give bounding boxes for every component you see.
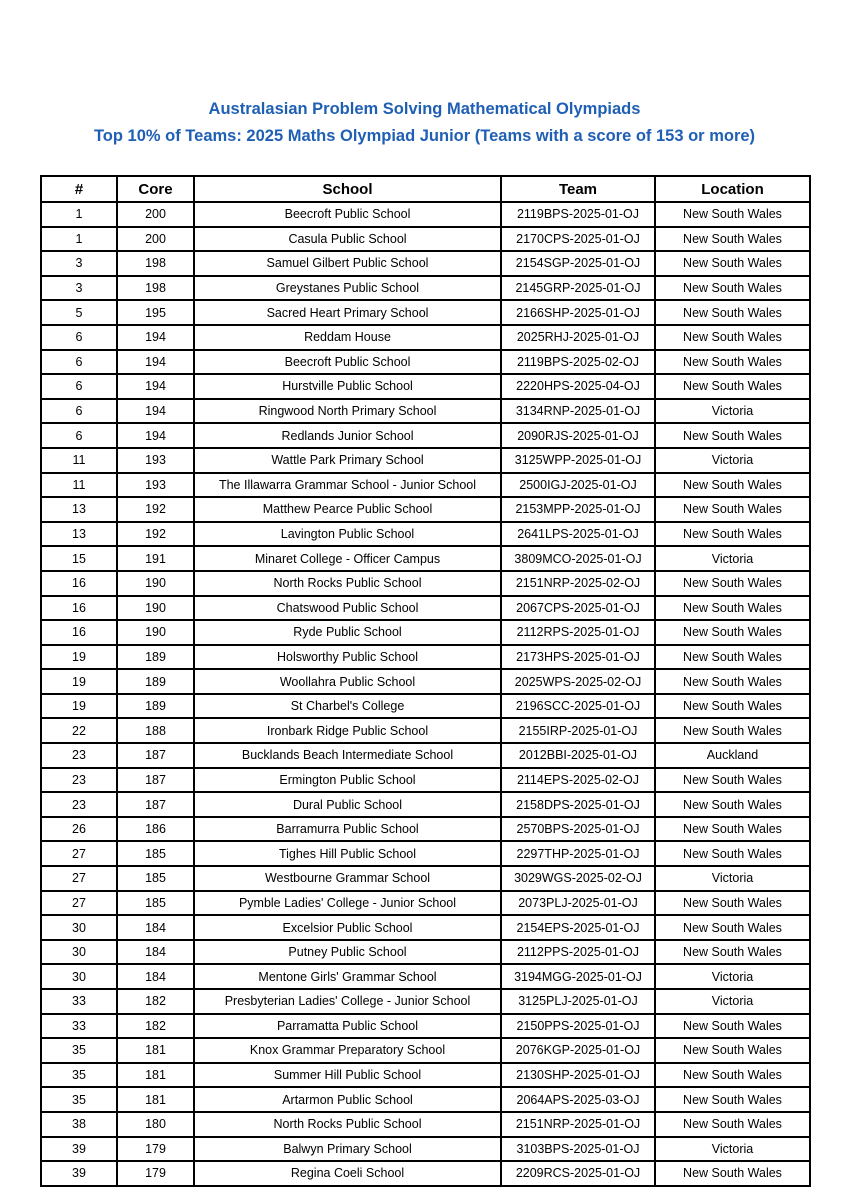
table-row bbox=[41, 841, 810, 866]
rank-cell: 33 bbox=[41, 1014, 117, 1039]
table-row bbox=[41, 817, 810, 842]
team-cell: 2220HPS-2025-04-OJ bbox=[501, 374, 655, 399]
school-cell: Woollahra Public School bbox=[194, 669, 501, 694]
table-row bbox=[41, 202, 810, 227]
school-cell: Beecroft Public School bbox=[194, 350, 501, 375]
school-cell: The Illawarra Grammar School - Junior School bbox=[194, 473, 501, 498]
school-cell: Mentone Girls' Grammar School bbox=[194, 964, 501, 989]
table-row bbox=[41, 546, 810, 571]
location-cell: Auckland bbox=[655, 743, 810, 768]
score-cell: 185 bbox=[117, 866, 194, 891]
location-cell: Victoria bbox=[655, 448, 810, 473]
school-cell: Barramurra Public School bbox=[194, 817, 501, 842]
school-cell: Ermington Public School bbox=[194, 768, 501, 793]
school-cell: Tighes Hill Public School bbox=[194, 841, 501, 866]
score-cell: 193 bbox=[117, 473, 194, 498]
score-cell: 184 bbox=[117, 964, 194, 989]
team-cell: 3134RNP-2025-01-OJ bbox=[501, 399, 655, 424]
location-cell: New South Wales bbox=[655, 669, 810, 694]
team-cell: 2151NRP-2025-02-OJ bbox=[501, 571, 655, 596]
rank-cell: 35 bbox=[41, 1087, 117, 1112]
score-cell: 194 bbox=[117, 325, 194, 350]
rank-cell: 27 bbox=[41, 891, 117, 916]
school-cell: Holsworthy Public School bbox=[194, 645, 501, 670]
score-cell: 187 bbox=[117, 768, 194, 793]
score-cell: 198 bbox=[117, 251, 194, 276]
location-cell: New South Wales bbox=[655, 940, 810, 965]
table-row bbox=[41, 768, 810, 793]
score-cell: 181 bbox=[117, 1063, 194, 1088]
school-cell: Redlands Junior School bbox=[194, 423, 501, 448]
team-cell: 2154SGP-2025-01-OJ bbox=[501, 251, 655, 276]
rank-cell: 5 bbox=[41, 300, 117, 325]
location-cell: Victoria bbox=[655, 399, 810, 424]
score-cell: 194 bbox=[117, 350, 194, 375]
rank-cell: 23 bbox=[41, 743, 117, 768]
location-cell: New South Wales bbox=[655, 202, 810, 227]
rank-cell: 19 bbox=[41, 694, 117, 719]
table-row bbox=[41, 1038, 810, 1063]
team-cell: 2130SHP-2025-01-OJ bbox=[501, 1063, 655, 1088]
school-cell: Summer Hill Public School bbox=[194, 1063, 501, 1088]
school-cell: North Rocks Public School bbox=[194, 1112, 501, 1137]
team-cell: 2064APS-2025-03-OJ bbox=[501, 1087, 655, 1112]
team-cell: 2073PLJ-2025-01-OJ bbox=[501, 891, 655, 916]
score-cell: 187 bbox=[117, 792, 194, 817]
location-cell: New South Wales bbox=[655, 522, 810, 547]
rank-cell: 30 bbox=[41, 915, 117, 940]
school-cell: Beecroft Public School bbox=[194, 202, 501, 227]
school-cell: Hurstville Public School bbox=[194, 374, 501, 399]
table-row bbox=[41, 300, 810, 325]
team-cell: 2025RHJ-2025-01-OJ bbox=[501, 325, 655, 350]
table-row bbox=[41, 1063, 810, 1088]
location-cell: New South Wales bbox=[655, 596, 810, 621]
page-title: Australasian Problem Solving Mathematical Olympiads bbox=[208, 100, 641, 118]
rank-cell: 30 bbox=[41, 964, 117, 989]
score-cell: 194 bbox=[117, 423, 194, 448]
location-cell: Victoria bbox=[655, 546, 810, 571]
table-row bbox=[41, 350, 810, 375]
rank-cell: 19 bbox=[41, 669, 117, 694]
rank-cell: 6 bbox=[41, 374, 117, 399]
rank-cell: 16 bbox=[41, 620, 117, 645]
rank-cell: 26 bbox=[41, 817, 117, 842]
rank-cell: 11 bbox=[41, 473, 117, 498]
score-cell: 184 bbox=[117, 915, 194, 940]
score-cell: 194 bbox=[117, 374, 194, 399]
location-cell: New South Wales bbox=[655, 350, 810, 375]
team-cell: 2154EPS-2025-01-OJ bbox=[501, 915, 655, 940]
team-cell: 2119BPS-2025-01-OJ bbox=[501, 202, 655, 227]
rank-cell: 6 bbox=[41, 325, 117, 350]
table-row bbox=[41, 497, 810, 522]
team-cell: 2112PPS-2025-01-OJ bbox=[501, 940, 655, 965]
table-row bbox=[41, 325, 810, 350]
score-cell: 190 bbox=[117, 596, 194, 621]
column-header-school: School bbox=[194, 176, 501, 202]
school-cell: Ironbark Ridge Public School bbox=[194, 718, 501, 743]
rank-cell: 22 bbox=[41, 718, 117, 743]
table-row bbox=[41, 1112, 810, 1137]
table-row bbox=[41, 915, 810, 940]
table-row bbox=[41, 276, 810, 301]
rank-cell: 35 bbox=[41, 1063, 117, 1088]
team-cell: 2151NRP-2025-01-OJ bbox=[501, 1112, 655, 1137]
rank-cell: 6 bbox=[41, 350, 117, 375]
table-row bbox=[41, 620, 810, 645]
school-cell: Samuel Gilbert Public School bbox=[194, 251, 501, 276]
team-cell: 2196SCC-2025-01-OJ bbox=[501, 694, 655, 719]
table-row bbox=[41, 473, 810, 498]
rank-cell: 39 bbox=[41, 1137, 117, 1162]
team-cell: 3194MGG-2025-01-OJ bbox=[501, 964, 655, 989]
table-row bbox=[41, 743, 810, 768]
school-cell: Matthew Pearce Public School bbox=[194, 497, 501, 522]
rank-cell: 19 bbox=[41, 645, 117, 670]
school-cell: Sacred Heart Primary School bbox=[194, 300, 501, 325]
school-cell: Lavington Public School bbox=[194, 522, 501, 547]
score-cell: 190 bbox=[117, 571, 194, 596]
table-row bbox=[41, 1161, 810, 1186]
score-cell: 188 bbox=[117, 718, 194, 743]
team-cell: 2153MPP-2025-01-OJ bbox=[501, 497, 655, 522]
score-cell: 189 bbox=[117, 694, 194, 719]
team-cell: 2173HPS-2025-01-OJ bbox=[501, 645, 655, 670]
results-table bbox=[40, 175, 811, 1187]
team-cell: 2209RCS-2025-01-OJ bbox=[501, 1161, 655, 1186]
team-cell: 2500IGJ-2025-01-OJ bbox=[501, 473, 655, 498]
team-cell: 2067CPS-2025-01-OJ bbox=[501, 596, 655, 621]
rank-cell: 27 bbox=[41, 866, 117, 891]
school-cell: St Charbel's College bbox=[194, 694, 501, 719]
team-cell: 2090RJS-2025-01-OJ bbox=[501, 423, 655, 448]
score-cell: 195 bbox=[117, 300, 194, 325]
location-cell: New South Wales bbox=[655, 1014, 810, 1039]
location-cell: New South Wales bbox=[655, 1087, 810, 1112]
rank-cell: 30 bbox=[41, 940, 117, 965]
school-cell: Minaret College - Officer Campus bbox=[194, 546, 501, 571]
rank-cell: 39 bbox=[41, 1161, 117, 1186]
team-cell: 2145GRP-2025-01-OJ bbox=[501, 276, 655, 301]
table-row bbox=[41, 1087, 810, 1112]
column-header-team: Team bbox=[501, 176, 655, 202]
school-cell: Artarmon Public School bbox=[194, 1087, 501, 1112]
school-cell: Parramatta Public School bbox=[194, 1014, 501, 1039]
location-cell: New South Wales bbox=[655, 251, 810, 276]
score-cell: 181 bbox=[117, 1038, 194, 1063]
table-row bbox=[41, 596, 810, 621]
location-cell: New South Wales bbox=[655, 817, 810, 842]
table-row bbox=[41, 964, 810, 989]
team-cell: 3125WPP-2025-01-OJ bbox=[501, 448, 655, 473]
school-cell: Putney Public School bbox=[194, 940, 501, 965]
column-header-location: Location bbox=[655, 176, 810, 202]
table-row bbox=[41, 227, 810, 252]
table-row bbox=[41, 792, 810, 817]
location-cell: New South Wales bbox=[655, 841, 810, 866]
score-cell: 194 bbox=[117, 399, 194, 424]
score-cell: 179 bbox=[117, 1161, 194, 1186]
score-cell: 189 bbox=[117, 669, 194, 694]
team-cell: 2076KGP-2025-01-OJ bbox=[501, 1038, 655, 1063]
location-cell: New South Wales bbox=[655, 571, 810, 596]
table-row bbox=[41, 694, 810, 719]
school-cell: Presbyterian Ladies' College - Junior School bbox=[194, 989, 501, 1014]
location-cell: New South Wales bbox=[655, 374, 810, 399]
school-cell: Greystanes Public School bbox=[194, 276, 501, 301]
team-cell: 2297THP-2025-01-OJ bbox=[501, 841, 655, 866]
team-cell: 2170CPS-2025-01-OJ bbox=[501, 227, 655, 252]
location-cell: New South Wales bbox=[655, 276, 810, 301]
table-row bbox=[41, 448, 810, 473]
score-cell: 185 bbox=[117, 891, 194, 916]
score-cell: 179 bbox=[117, 1137, 194, 1162]
school-cell: Bucklands Beach Intermediate School bbox=[194, 743, 501, 768]
school-cell: Reddam House bbox=[194, 325, 501, 350]
school-cell: Pymble Ladies' College - Junior School bbox=[194, 891, 501, 916]
score-cell: 198 bbox=[117, 276, 194, 301]
team-cell: 2119BPS-2025-02-OJ bbox=[501, 350, 655, 375]
table-row bbox=[41, 522, 810, 547]
rank-cell: 35 bbox=[41, 1038, 117, 1063]
score-cell: 182 bbox=[117, 1014, 194, 1039]
score-cell: 184 bbox=[117, 940, 194, 965]
location-cell: New South Wales bbox=[655, 325, 810, 350]
location-cell: New South Wales bbox=[655, 768, 810, 793]
school-cell: Regina Coeli School bbox=[194, 1161, 501, 1186]
school-cell: Westbourne Grammar School bbox=[194, 866, 501, 891]
rank-cell: 33 bbox=[41, 989, 117, 1014]
team-cell: 3809MCO-2025-01-OJ bbox=[501, 546, 655, 571]
rank-cell: 1 bbox=[41, 202, 117, 227]
school-cell: Chatswood Public School bbox=[194, 596, 501, 621]
table-row bbox=[41, 251, 810, 276]
team-cell: 2114EPS-2025-02-OJ bbox=[501, 768, 655, 793]
location-cell: New South Wales bbox=[655, 718, 810, 743]
rank-cell: 3 bbox=[41, 251, 117, 276]
team-cell: 2570BPS-2025-01-OJ bbox=[501, 817, 655, 842]
location-cell: New South Wales bbox=[655, 300, 810, 325]
location-cell: Victoria bbox=[655, 1137, 810, 1162]
team-cell: 2025WPS-2025-02-OJ bbox=[501, 669, 655, 694]
score-cell: 181 bbox=[117, 1087, 194, 1112]
score-cell: 192 bbox=[117, 522, 194, 547]
score-cell: 200 bbox=[117, 227, 194, 252]
school-cell: Excelsior Public School bbox=[194, 915, 501, 940]
table-row bbox=[41, 374, 810, 399]
column-header-score: Core bbox=[117, 176, 194, 202]
team-cell: 3103BPS-2025-01-OJ bbox=[501, 1137, 655, 1162]
location-cell: New South Wales bbox=[655, 1112, 810, 1137]
location-cell: New South Wales bbox=[655, 1038, 810, 1063]
team-cell: 2158DPS-2025-01-OJ bbox=[501, 792, 655, 817]
school-cell: Ryde Public School bbox=[194, 620, 501, 645]
location-cell: New South Wales bbox=[655, 1161, 810, 1186]
table-row bbox=[41, 989, 810, 1014]
rank-cell: 6 bbox=[41, 399, 117, 424]
school-cell: Ringwood North Primary School bbox=[194, 399, 501, 424]
table-row bbox=[41, 866, 810, 891]
rank-cell: 13 bbox=[41, 522, 117, 547]
score-cell: 191 bbox=[117, 546, 194, 571]
table-row bbox=[41, 399, 810, 424]
rank-cell: 16 bbox=[41, 571, 117, 596]
location-cell: Victoria bbox=[655, 964, 810, 989]
location-cell: New South Wales bbox=[655, 227, 810, 252]
school-cell: Dural Public School bbox=[194, 792, 501, 817]
table-row bbox=[41, 423, 810, 448]
team-cell: 2155IRP-2025-01-OJ bbox=[501, 718, 655, 743]
school-cell: Wattle Park Primary School bbox=[194, 448, 501, 473]
school-cell: Balwyn Primary School bbox=[194, 1137, 501, 1162]
table-header-row bbox=[41, 176, 810, 202]
team-cell: 2012BBI-2025-01-OJ bbox=[501, 743, 655, 768]
table-row bbox=[41, 940, 810, 965]
location-cell: Victoria bbox=[655, 866, 810, 891]
score-cell: 190 bbox=[117, 620, 194, 645]
location-cell: New South Wales bbox=[655, 497, 810, 522]
rank-cell: 6 bbox=[41, 423, 117, 448]
school-cell: Knox Grammar Preparatory School bbox=[194, 1038, 501, 1063]
rank-cell: 11 bbox=[41, 448, 117, 473]
team-cell: 3125PLJ-2025-01-OJ bbox=[501, 989, 655, 1014]
score-cell: 187 bbox=[117, 743, 194, 768]
location-cell: New South Wales bbox=[655, 1063, 810, 1088]
page-subtitle: Top 10% of Teams: 2025 Maths Olympiad Junior (Teams with a score of 153 or more) bbox=[93, 127, 756, 145]
score-cell: 182 bbox=[117, 989, 194, 1014]
table-row bbox=[41, 1014, 810, 1039]
location-cell: New South Wales bbox=[655, 620, 810, 645]
location-cell: New South Wales bbox=[655, 891, 810, 916]
school-cell: North Rocks Public School bbox=[194, 571, 501, 596]
team-cell: 2150PPS-2025-01-OJ bbox=[501, 1014, 655, 1039]
team-cell: 2166SHP-2025-01-OJ bbox=[501, 300, 655, 325]
column-header-rank: # bbox=[41, 176, 117, 202]
score-cell: 200 bbox=[117, 202, 194, 227]
team-cell: 2641LPS-2025-01-OJ bbox=[501, 522, 655, 547]
location-cell: New South Wales bbox=[655, 423, 810, 448]
table-row bbox=[41, 718, 810, 743]
table-row bbox=[41, 1137, 810, 1162]
team-cell: 2112RPS-2025-01-OJ bbox=[501, 620, 655, 645]
location-cell: New South Wales bbox=[655, 473, 810, 498]
location-cell: New South Wales bbox=[655, 915, 810, 940]
table-row bbox=[41, 645, 810, 670]
rank-cell: 38 bbox=[41, 1112, 117, 1137]
score-cell: 193 bbox=[117, 448, 194, 473]
location-cell: New South Wales bbox=[655, 645, 810, 670]
table-row bbox=[41, 891, 810, 916]
location-cell: New South Wales bbox=[655, 694, 810, 719]
table-body bbox=[41, 202, 810, 1186]
score-cell: 192 bbox=[117, 497, 194, 522]
rank-cell: 23 bbox=[41, 792, 117, 817]
table-row bbox=[41, 571, 810, 596]
team-cell: 3029WGS-2025-02-OJ bbox=[501, 866, 655, 891]
location-cell: New South Wales bbox=[655, 792, 810, 817]
table-row bbox=[41, 669, 810, 694]
rank-cell: 13 bbox=[41, 497, 117, 522]
rank-cell: 16 bbox=[41, 596, 117, 621]
rank-cell: 3 bbox=[41, 276, 117, 301]
rank-cell: 23 bbox=[41, 768, 117, 793]
score-cell: 180 bbox=[117, 1112, 194, 1137]
score-cell: 185 bbox=[117, 841, 194, 866]
rank-cell: 15 bbox=[41, 546, 117, 571]
school-cell: Casula Public School bbox=[194, 227, 501, 252]
rank-cell: 1 bbox=[41, 227, 117, 252]
location-cell: Victoria bbox=[655, 989, 810, 1014]
rank-cell: 27 bbox=[41, 841, 117, 866]
score-cell: 189 bbox=[117, 645, 194, 670]
score-cell: 186 bbox=[117, 817, 194, 842]
